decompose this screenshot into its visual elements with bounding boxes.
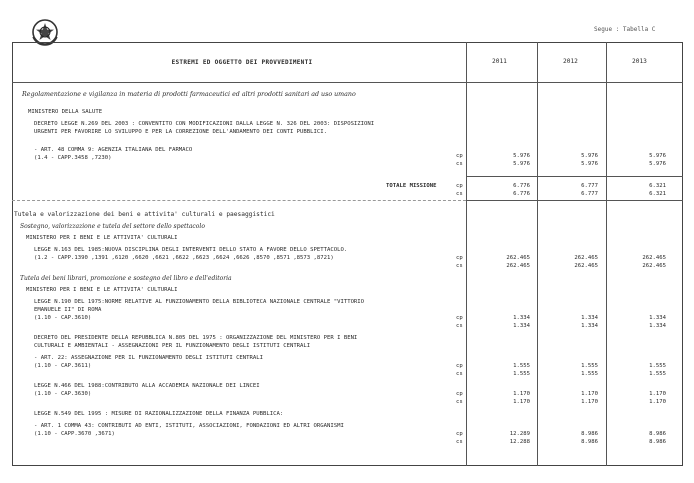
total-divider-bottom	[466, 200, 683, 201]
value-cell: 5.976	[513, 161, 530, 167]
cs-label: cs	[456, 399, 463, 405]
cp-label: cp	[456, 315, 463, 321]
value-cell: 1.555	[513, 363, 530, 369]
total-mission-label: TOTALE MISSIONE	[386, 183, 437, 189]
law-text: EMANUELE II" DI ROMA	[34, 307, 102, 313]
value-cell: 1.170	[581, 391, 598, 397]
value-cell: 6.776	[513, 191, 530, 197]
section-divider	[12, 200, 466, 201]
value-cell: 6.321	[649, 191, 666, 197]
column-divider	[537, 42, 538, 466]
year-2013-header: 2013	[632, 58, 647, 65]
value-cell: 262.465	[642, 255, 666, 261]
value-cell: 262.465	[506, 263, 530, 269]
header-divider	[12, 82, 683, 83]
value-cell: 1.334	[513, 323, 530, 329]
cp-label: cp	[456, 255, 463, 261]
value-cell: 8.986	[581, 431, 598, 437]
value-cell: 6.321	[649, 183, 666, 189]
value-cell: 12.289	[509, 431, 530, 437]
cs-label: cs	[456, 161, 463, 167]
section-title: Regolamentazione e vigilanza in materia di prodotti farmaceutici ed altri prodotti sanitari ad uso umano	[22, 91, 356, 98]
value-cell: 1.555	[649, 363, 666, 369]
law-text: LEGGE N.466 DEL 1988:CONTRIBUTO ALLA ACCADEMIA NAZIONALE DEI LINCEI	[34, 383, 260, 389]
value-cell: 6.777	[581, 191, 598, 197]
value-cell: 1.555	[649, 371, 666, 377]
cp-label: cp	[456, 153, 463, 159]
chapter-ref: (1.10 - CAP.3630)	[34, 391, 92, 397]
value-cell: 8.986	[649, 439, 666, 445]
article-text: - ART. 1 COMMA 43: CONTRIBUTI AD ENTI, ISTITUTI, ASSOCIAZIONI, FONDAZIONI ED ALTRI ORGANISMI	[34, 423, 344, 429]
decree-text: URGENTI PER FAVORIRE LO SVILUPPO E PER LA CORREZIONE DELL'ANDAMENTO DEI CONTI PUBBLICI.	[34, 129, 327, 135]
value-cell: 12.288	[509, 439, 530, 445]
value-cell: 1.170	[581, 399, 598, 405]
value-cell: 1.334	[649, 323, 666, 329]
value-cell: 262.465	[574, 263, 598, 269]
value-cell: 5.976	[581, 153, 598, 159]
cs-label: cs	[456, 263, 463, 269]
value-cell: 1.170	[649, 399, 666, 405]
column-divider	[606, 42, 607, 466]
value-cell: 1.334	[581, 323, 598, 329]
value-cell: 6.776	[513, 183, 530, 189]
subsection-title: Sostegno, valorizzazione e tutela del settore dello spettacolo	[20, 223, 205, 230]
cs-label: cs	[456, 371, 463, 377]
value-cell: 5.976	[649, 153, 666, 159]
value-cell: 1.334	[649, 315, 666, 321]
article-text: - ART. 22: ASSEGNAZIONE PER IL FUNZIONAMENTO DEGLI ISTITUTI CENTRALI	[34, 355, 264, 361]
value-cell: 262.465	[642, 263, 666, 269]
chapter-ref: (1.2 - CAPP.1390 ,1391 ,6120 ,6620 ,6621 ,6622 ,6623 ,6624 ,6626 ,8570 ,8571 ,8573 ,8721)	[34, 255, 334, 261]
cp-label: cp	[456, 183, 463, 189]
chapter-ref: (1.10 - CAP.3610)	[34, 315, 92, 321]
value-cell: 8.986	[649, 431, 666, 437]
year-2011-header: 2011	[492, 58, 507, 65]
value-cell: 1.555	[581, 371, 598, 377]
value-cell: 1.170	[649, 391, 666, 397]
value-cell: 1.555	[513, 371, 530, 377]
value-cell: 1.170	[513, 391, 530, 397]
chapter-ref: (1.10 - CAPP.3670 ,3671)	[34, 431, 115, 437]
law-text: LEGGE N.163 DEL 1985:NUOVA DISCIPLINA DEGLI INTERVENTI DELLO STATO A FAVORE DELLO SPETTACOLO.	[34, 247, 348, 253]
ministry-heading: MINISTERO DELLA SALUTE	[28, 109, 103, 115]
value-cell: 1.334	[513, 315, 530, 321]
cs-label: cs	[456, 323, 463, 329]
decree-text: DECRETO DEL PRESIDENTE DELLA REPUBBLICA N.805 DEL 1975 : ORGANIZZAZIONE DEL MINISTERO PER I BENI	[34, 335, 358, 341]
article-text: - ART. 48 COMMA 9: AGENZIA ITALIANA DEL FARMACO	[34, 147, 193, 153]
cp-label: cp	[456, 391, 463, 397]
value-cell: 5.976	[513, 153, 530, 159]
cs-label: cs	[456, 439, 463, 445]
cp-label: cp	[456, 431, 463, 437]
cp-label: cp	[456, 363, 463, 369]
law-text: LEGGE N.190 DEL 1975:NORME RELATIVE AL FUNZIONAMENTO DELLA BIBLIOTECA NAZIONALE CENTRALE "VITTORIO	[34, 299, 365, 305]
chapter-ref: (1.4 - CAPP.3458 ,7230)	[34, 155, 112, 161]
value-cell: 262.465	[506, 255, 530, 261]
value-cell: 1.334	[581, 315, 598, 321]
total-divider-top	[466, 176, 683, 177]
year-2012-header: 2012	[563, 58, 578, 65]
subsection-title: Tutela dei beni librari, promozione e sostegno del libro e dell'editoria	[20, 275, 232, 282]
cs-label: cs	[456, 191, 463, 197]
chapter-ref: (1.10 - CAP.3611)	[34, 363, 92, 369]
decree-text: CULTURALI E AMBIENTALI - ASSEGNAZIONI PER IL FUNZIONAMENTO DEGLI ISTITUTI CENTRALI	[34, 343, 311, 349]
decree-text: DECRETO LEGGE N.269 DEL 2003 : CONVENTITO CON MODIFICAZIONI DALLA LEGGE N. 326 DEL 2003: DISPOSIZIONI	[34, 121, 375, 127]
continuation-label: Segue : Tabella C	[594, 26, 656, 33]
value-cell: 262.465	[574, 255, 598, 261]
value-cell: 5.976	[649, 161, 666, 167]
ministry-heading: MINISTERO PER I BENI E LE ATTIVITA' CULTURALI	[26, 287, 178, 293]
value-cell: 8.986	[581, 439, 598, 445]
section-title: Tutela e valorizzazione dei beni e attivita' culturali e paesaggistici	[14, 211, 275, 218]
column-divider	[466, 42, 467, 466]
value-cell: 5.976	[581, 161, 598, 167]
value-cell: 6.777	[581, 183, 598, 189]
ministry-heading: MINISTERO PER I BENI E LE ATTIVITA' CULTURALI	[26, 235, 178, 241]
column-title: ESTREMI ED OGGETTO DEI PROVVEDIMENTI	[171, 59, 313, 66]
value-cell: 1.170	[513, 399, 530, 405]
law-text: LEGGE N.549 DEL 1995 : MISURE DI RAZIONALIZZAZIONE DELLA FINANZA PUBBLICA:	[34, 411, 284, 417]
value-cell: 1.555	[581, 363, 598, 369]
